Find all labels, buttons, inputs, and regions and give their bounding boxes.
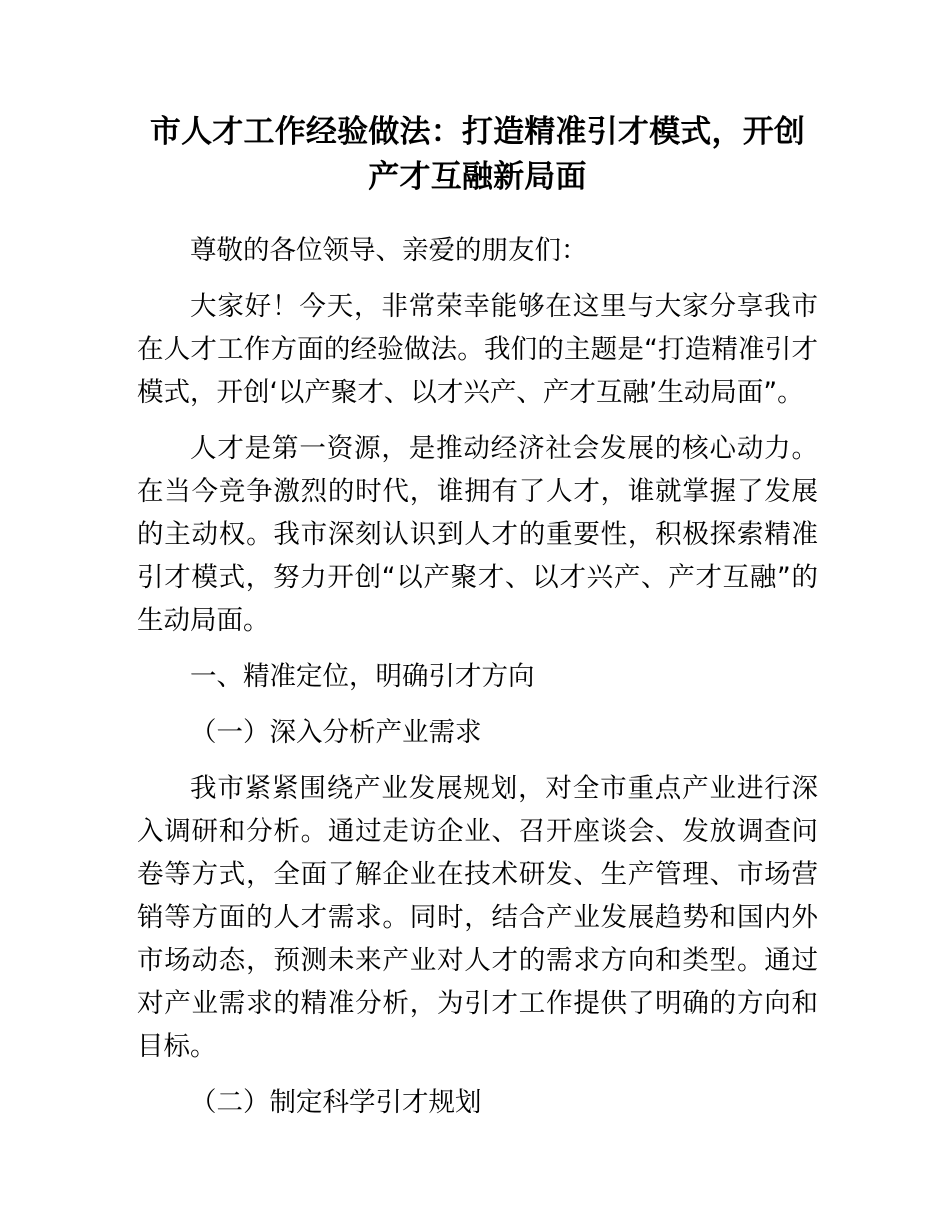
salutation-line: 尊敬的各位领导、亲爱的朋友们：: [190, 235, 588, 266]
page-title: 市人才工作经验做法：打造精准引才模式，开创产才互融新局面: [149, 114, 806, 195]
spacer: [137, 642, 818, 655]
paragraph-talent-first-resource: 人才是第一资源，是推动经济社会发展的核心动力。在当今竞争激烈的时代，谁拥有了人才，谁就掌握了发展的主动权。我市深刻认识到人才的重要性，积极探索精准引才模式，努力开创“以产聚才、以才兴产、产才互融”的生动局面。: [137, 433, 818, 636]
heading-subsection-one-two: （二）制定科学引才规划: [190, 1087, 482, 1118]
spacer: [137, 698, 818, 711]
paragraph-intro-greeting: 大家好！今天，非常荣幸能够在这里与大家分享我市在人才工作方面的经验做法。我们的主题是“打造精准引才模式，开创‘以产聚才、以才兴产、产才互融’生动局面”。: [137, 291, 818, 408]
document-body: [137, 217, 818, 1124]
heading-subsection-one-one: （一）深入分析产业需求: [190, 717, 482, 748]
spacer: [137, 414, 818, 427]
spacer: [137, 1068, 818, 1081]
spacer: [137, 217, 818, 229]
spacer: [137, 272, 818, 285]
paragraph-industry-demand-analysis: 我市紧紧围绕产业发展规划，对全市重点产业进行深入调研和分析。通过走访企业、召开座谈会、发放调查问卷等方式，全面了解企业在技术研发、生产管理、市场营销等方面的人才需求。同时，结合产业发展趋势和国内外市场动态，预测未来产业对人才的需求方向和类型。通过对产业需求的精准分析，为引才工作提供了明确的方向和目标。: [137, 773, 818, 1062]
heading-section-one: 一、精准定位，明确引才方向: [190, 661, 535, 692]
document-content-column: [137, 0, 818, 1124]
spacer: [137, 754, 818, 767]
